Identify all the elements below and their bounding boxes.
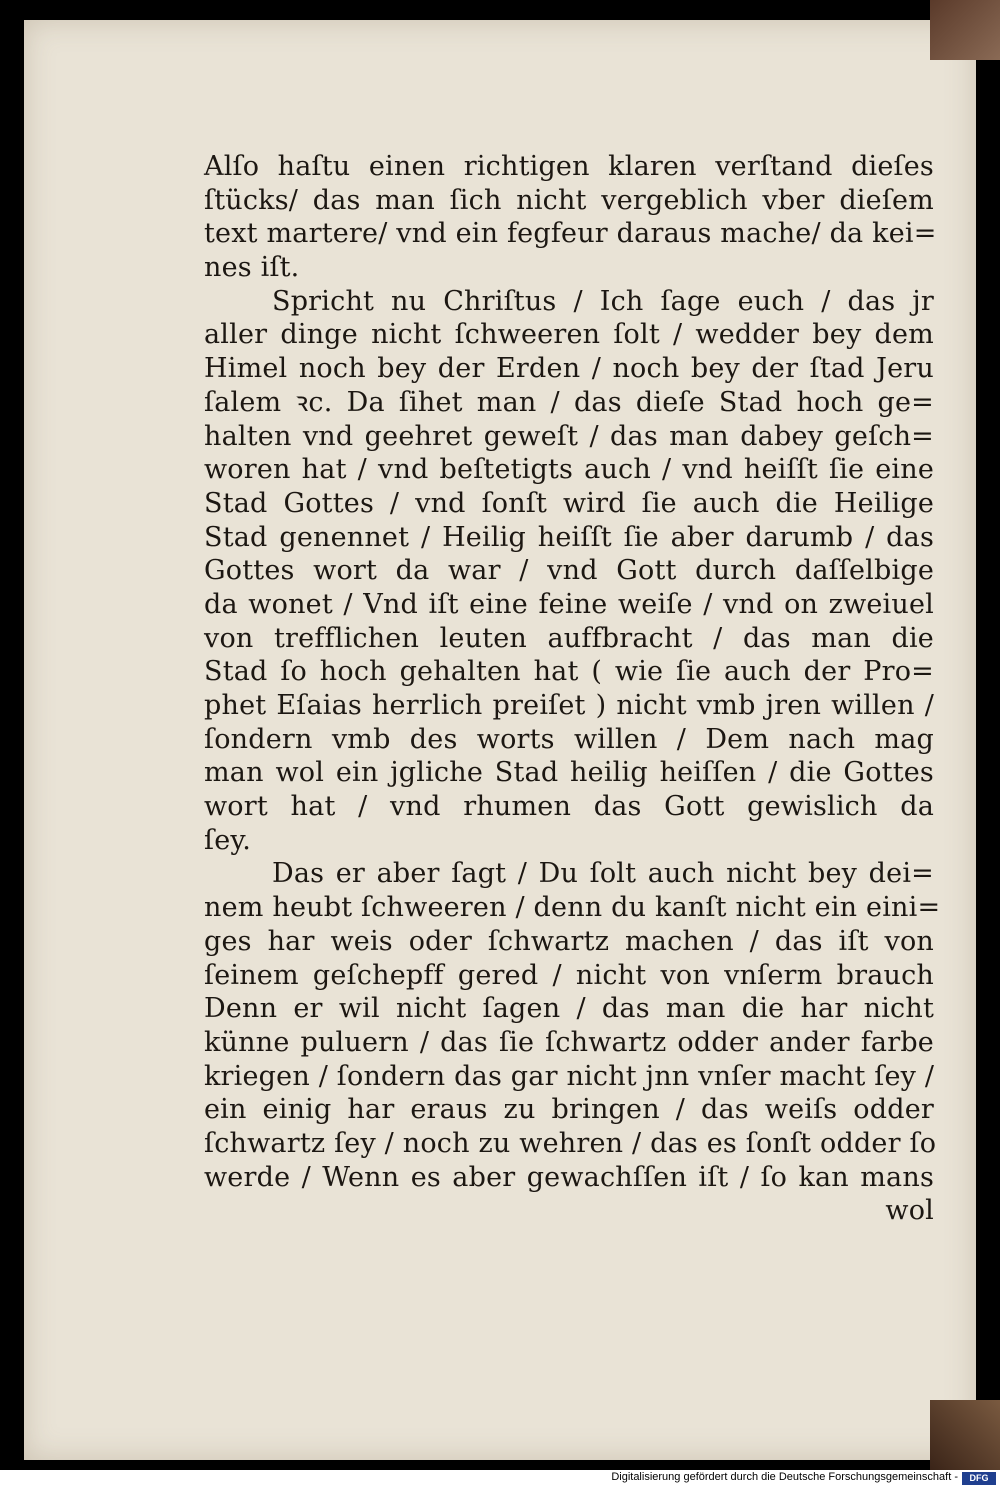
text-line: halten vnd geehret geweſt / das man dabey geſch=	[204, 420, 934, 452]
text-line: werde / Wenn es aber gewachſſen iſt / ſo kan mans	[204, 1161, 934, 1193]
text-line: ſey.	[204, 824, 252, 856]
text-line: nes iſt.	[204, 252, 300, 284]
text-block	[204, 150, 941, 1228]
text-line: phet Eſaias herrlich preiſet ) nicht vmb jren willen /	[204, 690, 934, 721]
text-line: kriegen / ſondern das gar nicht jnn vnſer macht ſey /	[204, 1060, 935, 1092]
text-line: künne puluern / das ſie ſchwartz odder ander farbe	[204, 1026, 934, 1058]
text-line: man wol ein jgliche Stad heilig heiſſen / die Gottes	[204, 757, 934, 789]
catchword: wol	[885, 1195, 934, 1227]
text-line: aller dinge nicht ſchweeren ſolt / wedder bey dem	[204, 319, 934, 351]
text-line: wort hat / vnd rhumen das Gott gewislich da	[204, 791, 934, 823]
text-line: nem heubt ſchweeren / denn du kanſt nicht ein eini=	[204, 892, 941, 924]
text-line: Denn er wil nicht ſagen / das man die har nicht	[204, 993, 934, 1025]
text-line: Gottes wort da war / vnd Gott durch daſſelbige	[204, 555, 934, 587]
text-line: Stad ſo hoch gehalten hat ( wie ſie auch der Pro=	[204, 656, 934, 688]
book-cover-edge	[930, 0, 1000, 60]
dfg-logo: DFG	[962, 1472, 996, 1485]
text-line: ſondern vmb des worts willen / Dem nach mag	[204, 723, 934, 755]
text-line: Stad Gottes / vnd ſonſt wird ſie auch die Heilige	[204, 487, 934, 519]
text-line: ſchwartz ſey / noch zu wehren / das es ſonſt odder ſo	[204, 1127, 937, 1159]
text-line: von trefflichen leuten auffbracht / das man die	[204, 622, 934, 654]
text-line: da wonet / Vnd iſt eine feine weiſe / vnd on zweiuel	[204, 588, 934, 620]
text-line: Das er aber ſagt / Du ſolt auch nicht bey dei=	[272, 858, 934, 890]
text-line: ges har weis oder ſchwartz machen / das iſt von	[204, 925, 934, 957]
text-line: Spricht nu Chriſtus / Ich ſage euch / das jr	[272, 285, 934, 317]
book-cover-edge	[930, 1400, 1000, 1470]
text-line: ſtücks/ das man ſich nicht vergeblich vber dieſem	[204, 184, 934, 216]
text-line: ſalem ꝛc. Da ſihet man / das dieſe Stad hoch ge=	[204, 386, 934, 418]
scanned-page	[24, 20, 976, 1460]
text-line: text martere/ vnd ein fegfeur daraus mache/ da kei=	[204, 218, 937, 250]
digitization-footer	[0, 1470, 1000, 1488]
text-line: Alſo haſtu einen richtigen klaren verſtand dieſes	[204, 151, 934, 182]
text-line: ein einig har eraus zu bringen / das weiſs odder	[204, 1094, 934, 1126]
text-line: Himel noch bey der Erden / noch bey der ſtad Jeru	[204, 353, 934, 385]
text-line: Stad genennet / Heilig heiſſt ſie aber darumb / das	[204, 521, 934, 553]
text-line: woren hat / vnd beſtetigts auch / vnd heiſſt ſie eine	[204, 454, 934, 486]
text-line: ſeinem geſchepff gered / nicht von vnſerm brauch	[204, 959, 934, 991]
funding-credit: Digitalisierung gefördert durch die Deutsche Forschungsgemeinschaft -	[611, 1471, 958, 1483]
